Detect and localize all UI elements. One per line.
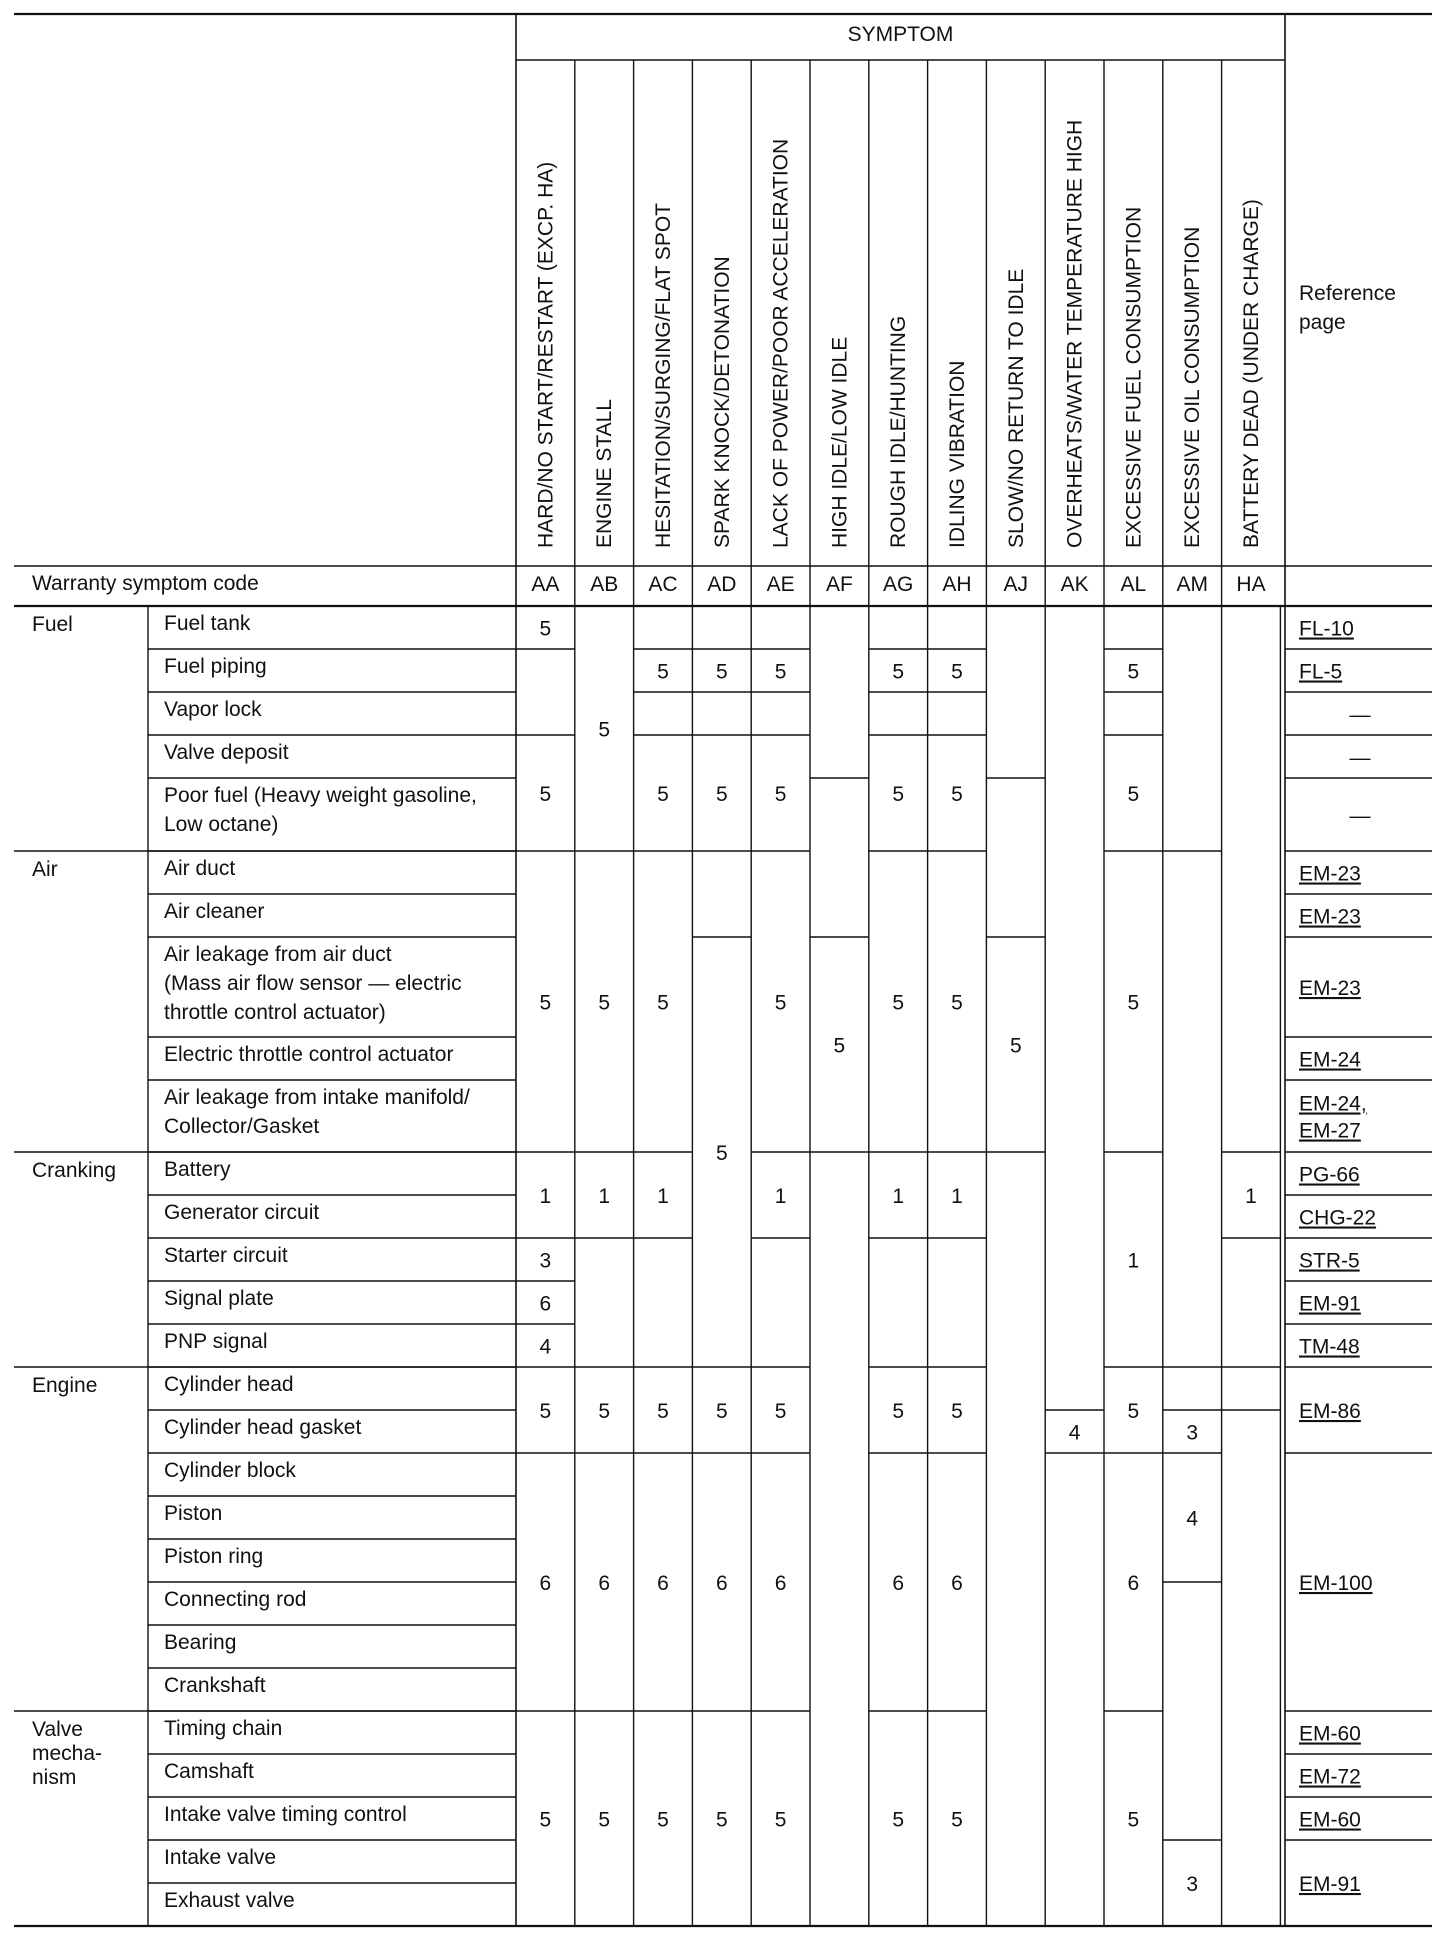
symptom-rating: 5 [1009, 1034, 1022, 1058]
symptom-rating: 5 [1127, 1808, 1140, 1832]
symptom-rating: 5 [1127, 660, 1140, 684]
item-label: Timing chain [164, 1717, 283, 1740]
symptom-name: ENGINE STALL [593, 399, 617, 548]
symptom-code: AB [590, 573, 619, 596]
symptom-rating: 6 [598, 1572, 611, 1595]
symptom-rating: 5 [951, 991, 963, 1015]
reference-none: — [1349, 746, 1371, 770]
symptom-code: AA [531, 573, 560, 596]
symptom-rating: 5 [715, 1808, 728, 1832]
reference-link[interactable]: EM-60 [1299, 1722, 1361, 1746]
symptom-rating: 6 [892, 1572, 905, 1595]
reference-link[interactable]: EM-100 [1299, 1572, 1373, 1595]
item-label: Generator circuit [164, 1201, 320, 1224]
item-label: Poor fuel (Heavy weight gasoline, [164, 784, 477, 807]
item-label: Vapor lock [164, 698, 262, 721]
symptom-rating: 3 [1186, 1873, 1199, 1896]
reference-link[interactable]: FL-5 [1299, 660, 1343, 684]
item-label: Fuel piping [164, 655, 267, 678]
group-label: Engine [32, 1374, 98, 1397]
item-label: Signal plate [164, 1287, 274, 1310]
reference-link[interactable]: STR-5 [1299, 1249, 1360, 1273]
reference-none: — [1349, 703, 1371, 727]
symptom-name: HESITATION/SURGING/FLAT SPOT [652, 203, 675, 548]
symptom-rating: 6 [1127, 1572, 1140, 1595]
symptom-rating: 5 [774, 660, 787, 684]
reference-link[interactable]: EM-86 [1299, 1400, 1361, 1423]
symptom-rating: 5 [951, 783, 963, 806]
symptom-rating: 5 [951, 1400, 963, 1423]
reference-link[interactable]: EM-91 [1299, 1873, 1361, 1896]
item-label: Air cleaner [164, 900, 265, 923]
symptom-rating: 5 [774, 1400, 787, 1423]
symptom-header: SYMPTOM [847, 23, 954, 46]
group-label: mecha- [32, 1742, 103, 1765]
symptom-name: BATTERY DEAD (UNDER CHARGE) [1240, 199, 1263, 548]
symptom-name: LACK OF POWER/POOR ACCELERATION [769, 138, 793, 548]
item-label: Bearing [164, 1631, 237, 1654]
symptom-rating: 5 [657, 1808, 669, 1832]
symptom-rating: 5 [715, 783, 728, 806]
item-label: Fuel tank [164, 612, 251, 635]
symptom-rating: 3 [539, 1249, 552, 1273]
symptom-rating: 5 [539, 991, 552, 1015]
reference-link[interactable]: EM-23 [1299, 862, 1361, 886]
symptom-rating: 5 [598, 991, 611, 1015]
symptom-name: OVERHEATS/WATER TEMPERATURE HIGH [1063, 119, 1087, 548]
item-label: Connecting rod [164, 1588, 307, 1611]
reference-link[interactable]: EM-91 [1299, 1292, 1361, 1316]
symptom-code: AD [707, 573, 737, 596]
reference-link[interactable]: TM-48 [1299, 1335, 1360, 1359]
reference-none: — [1349, 804, 1371, 828]
symptom-rating: 5 [774, 991, 787, 1015]
symptom-rating: 1 [598, 1185, 611, 1208]
symptom-rating: 1 [539, 1185, 552, 1208]
symptom-rating: 4 [1068, 1421, 1081, 1445]
symptom-code: AH [942, 573, 972, 596]
item-label: Cylinder block [164, 1459, 296, 1482]
item-label: Cylinder head [164, 1373, 294, 1396]
item-label: Intake valve timing control [164, 1803, 407, 1826]
symptom-rating: 6 [539, 1572, 552, 1595]
item-label: Cylinder head gasket [164, 1416, 362, 1439]
group-label: Cranking [32, 1159, 117, 1182]
item-label: Crankshaft [164, 1674, 266, 1697]
symptom-rating: 6 [951, 1572, 963, 1595]
item-label: throttle control actuator) [164, 1001, 386, 1024]
item-label: Low octane) [164, 813, 279, 836]
symptom-name: SPARK KNOCK/DETONATION [710, 256, 734, 548]
group-label: Valve [32, 1718, 83, 1741]
symptom-code: AC [648, 573, 678, 596]
item-label: Exhaust valve [164, 1889, 295, 1912]
item-label: Valve deposit [164, 741, 289, 764]
symptom-rating: 5 [657, 1400, 669, 1423]
symptom-rating: 1 [1127, 1249, 1140, 1273]
reference-header: Reference [1299, 282, 1396, 305]
symptom-rating: 5 [715, 1400, 728, 1423]
symptom-rating: 5 [539, 617, 552, 641]
reference-link[interactable]: EM-24 [1299, 1048, 1361, 1072]
group-label: nism [32, 1766, 77, 1789]
reference-link[interactable]: EM-23 [1299, 905, 1361, 929]
item-label: Piston ring [164, 1545, 264, 1568]
symptom-code: HA [1236, 573, 1266, 596]
symptom-name: SLOW/NO RETURN TO IDLE [1004, 268, 1028, 548]
symptom-rating: 5 [539, 1400, 552, 1423]
symptom-rating: 5 [1127, 991, 1140, 1015]
item-label: Collector/Gasket [164, 1115, 320, 1138]
symptom-rating: 5 [774, 1808, 787, 1832]
symptom-code: AE [766, 573, 795, 596]
symptom-rating: 5 [715, 660, 728, 684]
symptom-rating: 5 [657, 991, 669, 1015]
symptom-rating: 6 [539, 1292, 552, 1316]
symptom-rating: 5 [892, 991, 905, 1015]
symptom-rating: 5 [1127, 1400, 1140, 1423]
symptom-rating: 5 [598, 1808, 611, 1832]
reference-link[interactable]: EM-23 [1299, 977, 1361, 1000]
symptom-name: HIGH IDLE/LOW IDLE [828, 336, 852, 548]
reference-link[interactable]: EM-24, [1299, 1092, 1367, 1116]
symptom-name: IDLING VIBRATION [946, 360, 969, 548]
symptom-rating: 4 [1186, 1507, 1199, 1531]
item-label: Air duct [164, 857, 236, 880]
symptom-rating: 6 [715, 1572, 728, 1595]
item-label: PNP signal [164, 1330, 268, 1353]
reference-link[interactable]: EM-72 [1299, 1765, 1361, 1789]
warranty-code-label: Warranty symptom code [32, 572, 259, 595]
symptom-code: AK [1060, 573, 1089, 596]
item-label: Piston [164, 1502, 223, 1525]
symptom-rating: 5 [598, 1400, 611, 1423]
symptom-code: AL [1120, 573, 1147, 596]
symptom-rating: 5 [892, 660, 905, 684]
symptom-rating: 1 [657, 1185, 669, 1208]
symptom-rating: 1 [951, 1185, 963, 1208]
symptom-name: HARD/NO START/RESTART (EXCP. HA) [534, 161, 558, 548]
symptom-rating: 5 [715, 1142, 728, 1165]
reference-link[interactable]: EM-27 [1299, 1119, 1361, 1143]
symptom-rating: 5 [598, 718, 611, 742]
reference-header: page [1299, 311, 1346, 334]
symptom-rating: 5 [892, 783, 905, 806]
symptom-rating: 5 [1127, 783, 1140, 806]
reference-link[interactable]: CHG-22 [1299, 1206, 1377, 1230]
symptom-rating: 5 [539, 1808, 552, 1832]
symptom-rating: 6 [657, 1572, 669, 1595]
symptom-rating: 1 [892, 1185, 905, 1208]
item-label: Battery [164, 1158, 231, 1181]
symptom-name: ROUGH IDLE/HUNTING [887, 315, 911, 548]
symptom-rating: 5 [951, 660, 963, 684]
reference-link[interactable]: FL-10 [1299, 617, 1354, 641]
symptom-rating: 6 [774, 1572, 787, 1595]
symptom-rating: 5 [951, 1808, 963, 1832]
symptom-rating: 5 [774, 783, 787, 806]
item-label: Intake valve [164, 1846, 277, 1869]
symptom-rating: 5 [657, 783, 669, 806]
item-label: Air leakage from intake manifold/ [164, 1086, 470, 1109]
symptom-code: AG [883, 573, 914, 596]
item-label: (Mass air flow sensor — electric [164, 972, 462, 995]
item-label: Camshaft [164, 1760, 254, 1783]
symptom-rating: 5 [657, 660, 669, 684]
item-label: Air leakage from air duct [164, 943, 392, 966]
group-label: Air [32, 858, 58, 881]
symptom-rating: 1 [1245, 1185, 1257, 1208]
symptom-code: AJ [1003, 573, 1029, 596]
symptom-rating: 5 [892, 1808, 905, 1832]
symptom-rating: 4 [539, 1335, 552, 1359]
symptom-rating: 5 [539, 783, 552, 806]
symptom-name: EXCESSIVE FUEL CONSUMPTION [1122, 206, 1146, 548]
symptom-code: AF [825, 573, 853, 596]
reference-link[interactable]: EM-60 [1299, 1808, 1361, 1832]
symptom-rating: 5 [892, 1400, 905, 1423]
item-label: Electric throttle control actuator [164, 1043, 454, 1066]
item-label: Starter circuit [164, 1244, 288, 1267]
symptom-rating: 1 [774, 1185, 787, 1208]
reference-link[interactable]: PG-66 [1299, 1163, 1360, 1187]
symptom-rating: 3 [1186, 1421, 1199, 1445]
symptom-name: EXCESSIVE OIL CONSUMPTION [1181, 226, 1205, 548]
symptom-code: AM [1176, 573, 1208, 596]
group-label: Fuel [32, 613, 73, 636]
symptom-rating: 5 [833, 1034, 846, 1058]
